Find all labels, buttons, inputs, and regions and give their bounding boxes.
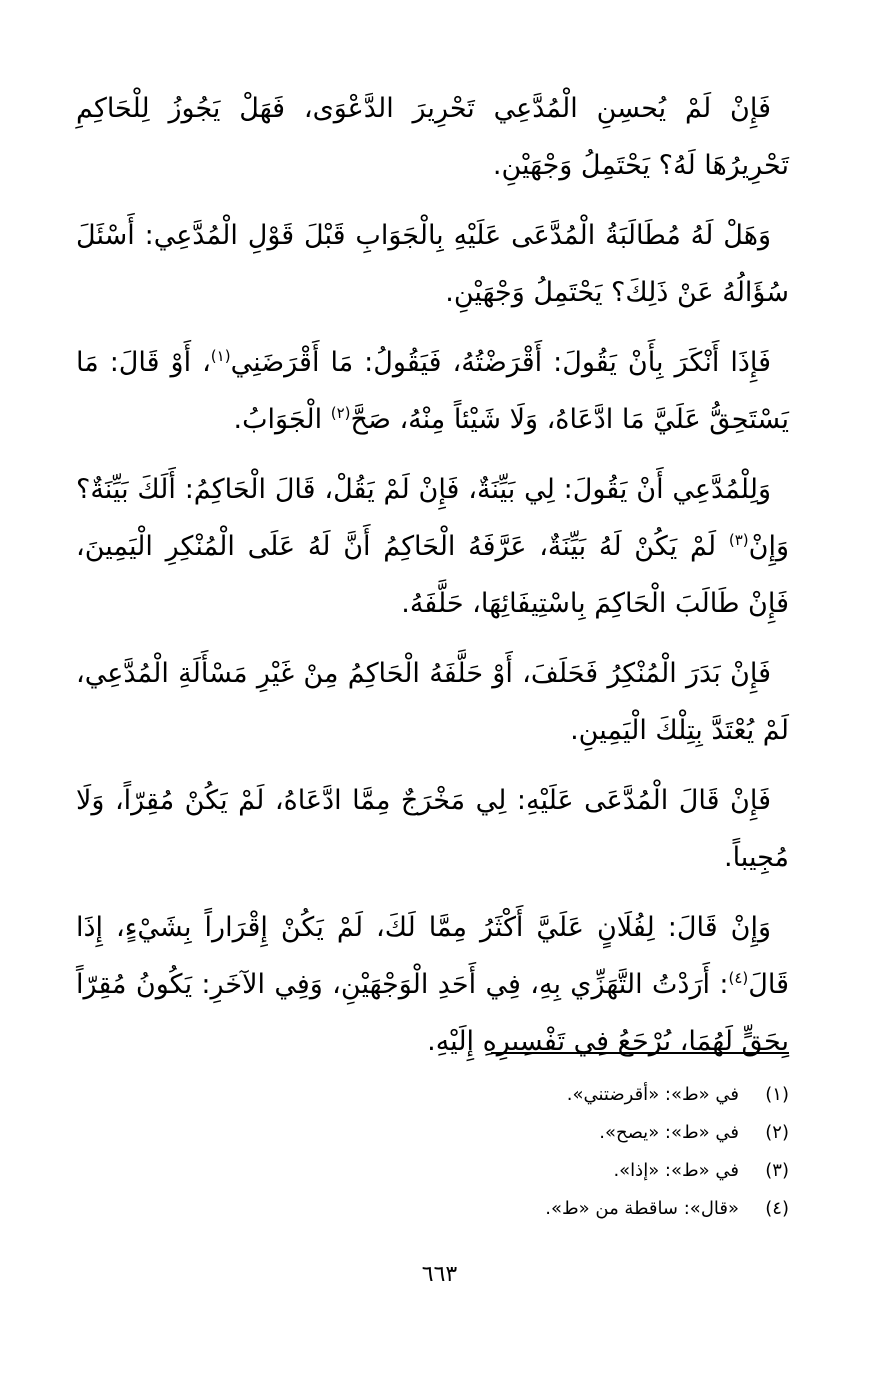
paragraph-6 xyxy=(76,772,789,886)
footnote-marker-3: (٣) xyxy=(728,531,749,549)
footnote-text: «قال»: ساقطة من «ط». xyxy=(545,1198,739,1219)
footnote-separator xyxy=(491,1052,789,1054)
paragraph-4 xyxy=(76,461,789,632)
text-segment: فَإِنْ قَالَ الْمُدَّعَى عَلَيْهِ: لِي مَخْرَجٌ مِمَّا ادَّعَاهُ، لَمْ يَكُنْ مُقِرّاً، وَلَا مُجِيباً. xyxy=(76,785,789,873)
footnote-4 xyxy=(300,1190,789,1228)
paragraph-7 xyxy=(76,899,789,1070)
page-number: ٦٦٣ xyxy=(421,1262,458,1287)
footnote-marker-2: (٢) xyxy=(330,404,351,422)
footnote-number: (٢) xyxy=(765,1122,789,1143)
text-segment: الْجَوَابُ. xyxy=(233,404,331,435)
text-segment: وَإِنْ قَالَ: لِفُلَانٍ عَلَيَّ أَكْثَرُ مِمَّا لَكَ، لَمْ يَكُنْ إِقْرَاراً بِشَيْءٍ، إِذَا قَالَ xyxy=(76,912,789,1000)
main-text xyxy=(76,80,789,1083)
paragraph-5 xyxy=(76,645,789,759)
text-segment: فَإِنْ بَدَرَ الْمُنْكِرُ فَحَلَفَ، أَوْ حَلَّفَهُ الْحَاكِمُ مِنْ غَيْرِ مَسْأَلَةِ الْمُدَّعِي، لَمْ يُعْتَدَّ بِتِلْكَ الْيَمِينِ. xyxy=(76,658,789,746)
text-segment: لَمْ يَكُنْ لَهُ بَيِّنَةٌ، عَرَّفَهُ الْحَاكِمُ أَنَّ لَهُ عَلَى الْمُنْكِرِ الْيَمِينَ، فَإِنْ طَالَبَ الْحَاكِمَ بِاسْتِيفَائِهَا، حَلَّفَهُ. xyxy=(76,531,789,619)
text-segment: فَإِنْ لَمْ يُحسِنِ الْمُدَّعِي تَحْرِيرَ الدَّعْوَى، فَهَلْ يَجُوزُ لِلْحَاكِمِ تَحْرِيرُهَا لَهُ؟ يَحْتَمِلُ وَجْهَيْنِ. xyxy=(76,93,789,181)
footnote-1 xyxy=(300,1076,789,1114)
footnote-number: (٤) xyxy=(765,1198,789,1219)
paragraph-1 xyxy=(76,80,789,194)
footnote-number: (٣) xyxy=(765,1160,789,1181)
footnotes xyxy=(300,1076,789,1228)
footnote-text: في «ط»: «أقرضتني». xyxy=(566,1084,739,1105)
text-segment: ، أَوْ قَالَ: مَا يَسْتَحِقُّ عَلَيَّ مَا ادَّعَاهُ، وَلَا شَيْئاً مِنْهُ، صَحَّ xyxy=(76,347,789,435)
text-segment: : أَرَدْتُ التَّهَزِّي بِهِ، فِي أَحَدِ الْوَجْهَيْنِ، وَفِي الآخَرِ: يَكُونُ مُقِرّاً بِحَقٍّ لَهُمَا، يُرْجَعُ فِي تَفْسِيرِهِ إِلَيْهِ. xyxy=(76,969,789,1057)
text-segment: وَلِلْمُدَّعِي أَنْ يَقُولَ: لِي بَيِّنَةٌ، فَإِنْ لَمْ يَقُلْ، قَالَ الْحَاكِمُ: أَلَكَ بَيِّنَةٌ؟ وَإِنْ xyxy=(76,474,789,562)
footnote-marker-1: (١) xyxy=(210,347,231,365)
footnote-number: (١) xyxy=(765,1084,789,1105)
footnote-text: في «ط»: «يصح». xyxy=(599,1122,739,1143)
footnote-text: في «ط»: «إذا». xyxy=(613,1160,739,1181)
footnote-2 xyxy=(300,1114,789,1152)
footnote-3 xyxy=(300,1152,789,1190)
text-segment: فَإِذَا أَنْكَرَ بِأَنْ يَقُولَ: أَقْرَضْتُهُ، فَيَقُولُ: مَا أَقْرَضَنِي xyxy=(230,347,771,378)
paragraph-2 xyxy=(76,207,789,321)
text-segment: وَهَلْ لَهُ مُطَالَبَةُ الْمُدَّعَى عَلَيْهِ بِالْجَوَابِ قَبْلَ قَوْلِ الْمُدَّعِي: أَسْئَلَ سُؤَالُهُ عَنْ ذَلِكَ؟ يَحْتَمِلُ وَجْهَيْنِ. xyxy=(76,220,789,308)
footnote-marker-4: (٤) xyxy=(728,969,749,987)
paragraph-3 xyxy=(76,334,789,448)
